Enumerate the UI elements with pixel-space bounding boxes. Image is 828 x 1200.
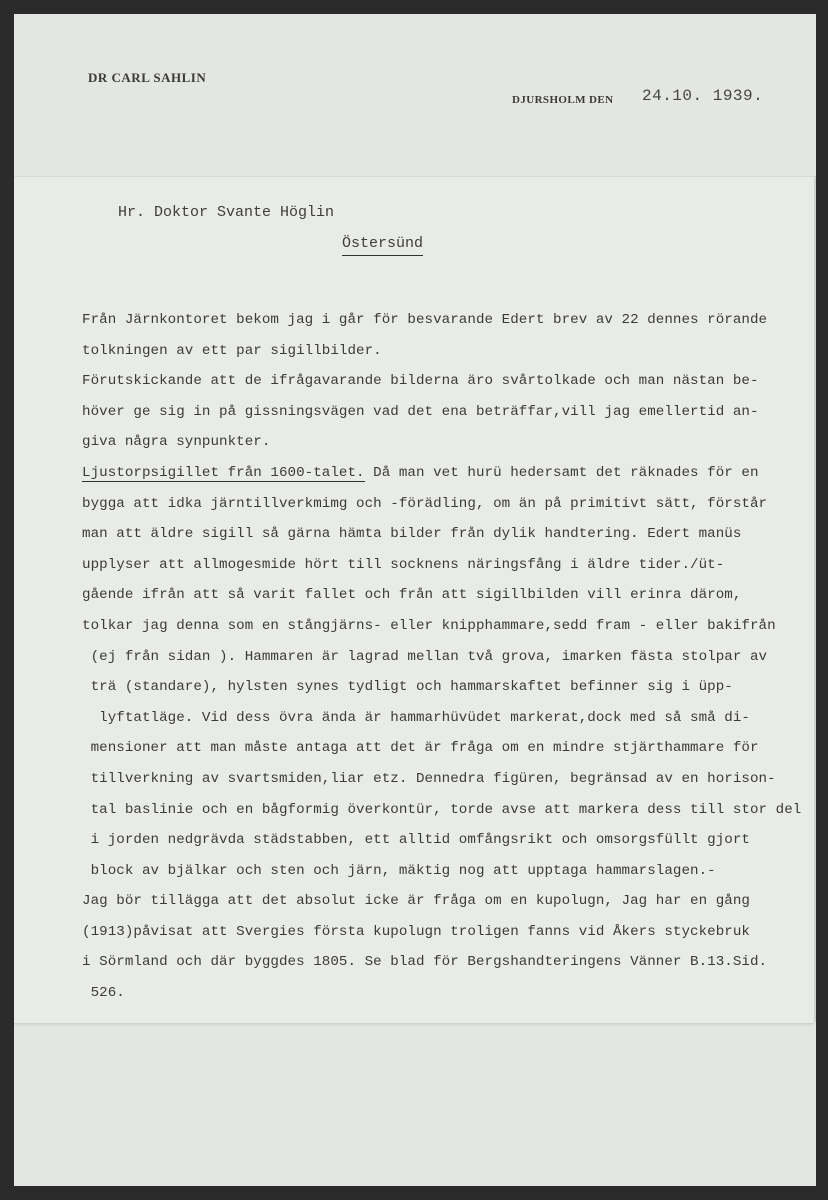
body-line: i jorden nedgrävda städstabben, ett alltid omfångsrikt och omsorgsfüllt gjort (82, 832, 750, 849)
letterhead-name: DR CARL SAHLIN (88, 70, 207, 85)
body-line: tal baslinie och en bågformig överkontür, torde avse att markera dess till stor del (82, 801, 802, 818)
body-line: block av bjälkar och sten och järn, mäktig nog att upptaga hammarslagen.- (82, 862, 716, 879)
recipient-name: Hr. Doktor Svante Höglin (118, 204, 335, 221)
letter-date: 24.10. 1939. (642, 87, 764, 105)
underlined-heading: Ljustorpsigillet från 1600-talet. (82, 464, 365, 481)
body-line: giva några synpunkter. (82, 434, 271, 451)
body-line: 526. (82, 985, 125, 1002)
letterhead-place: DJURSHOLM DEN (512, 94, 614, 106)
body-line: man att äldre sigill så gärna hämta bilder från dylik handtering. Edert manüs (82, 526, 742, 543)
body-line: tolkningen av ett par sigillbilder. (82, 342, 382, 359)
body-line: höver ge sig in på gissningsvägen vad det ena beträffar,vill jag emellertid an- (82, 403, 759, 420)
body-line: bygga att idka järntillverkmimg och -förädling, om än på primitivt sätt, förstår (82, 495, 768, 512)
body-line: tillverkning av svartsmiden,liar etz. Dennedra figüren, begränsad av en horison- (82, 770, 776, 787)
body-line: (1913)påvisat att Svergies första kupolugn troligen fanns vid Åkers styckebruk (82, 923, 750, 940)
body-line: Jag bör tillägga att det absolut icke är fråga om en kupolugn, Jag har en gång (82, 893, 750, 910)
body-line-heading (82, 458, 822, 489)
body-line: (ej från sidan ). Hammaren är lagrad mellan två grova, imarken fästa stolpar av (82, 648, 768, 665)
heading-rest: Då man vet hurü hedersamt det räknades för en (364, 464, 759, 481)
letter-body (82, 305, 822, 1009)
body-line: Från Järnkontoret bekom jag i går för besvarande Edert brev av 22 dennes rörande (82, 312, 768, 328)
body-line: trä (standare), hylsten synes tydligt och hammarskaftet befinner sig i üpp- (82, 679, 733, 696)
body-line: gående ifrån att så varit fallet och från att sigillbilden vill erinra därom, (82, 587, 742, 604)
body-line: mensioner att man måste antaga att det är fråga om en mindre stjärthammare för (82, 740, 759, 757)
body-line: i Sörmland och där byggdes 1805. Se blad för Bergshandteringens Vänner B.13.Sid. (82, 954, 768, 971)
body-line: Förutskickande att de ifrågavarande bilderna äro svårtolkade och man nästan be- (82, 373, 759, 390)
body-line: upplyser att allmogesmide hört till socknens näringsfång i äldre tider./üt- (82, 556, 725, 573)
body-line: lyftatläge. Vid dess övra ända är hammarhüvüdet markerat,dock med så små di- (82, 709, 750, 726)
body-line: tolkar jag denna som en stångjärns- eller knipphammare,sedd fram - eller bakifrån (82, 617, 776, 634)
recipient-city: Östersünd (342, 235, 423, 256)
